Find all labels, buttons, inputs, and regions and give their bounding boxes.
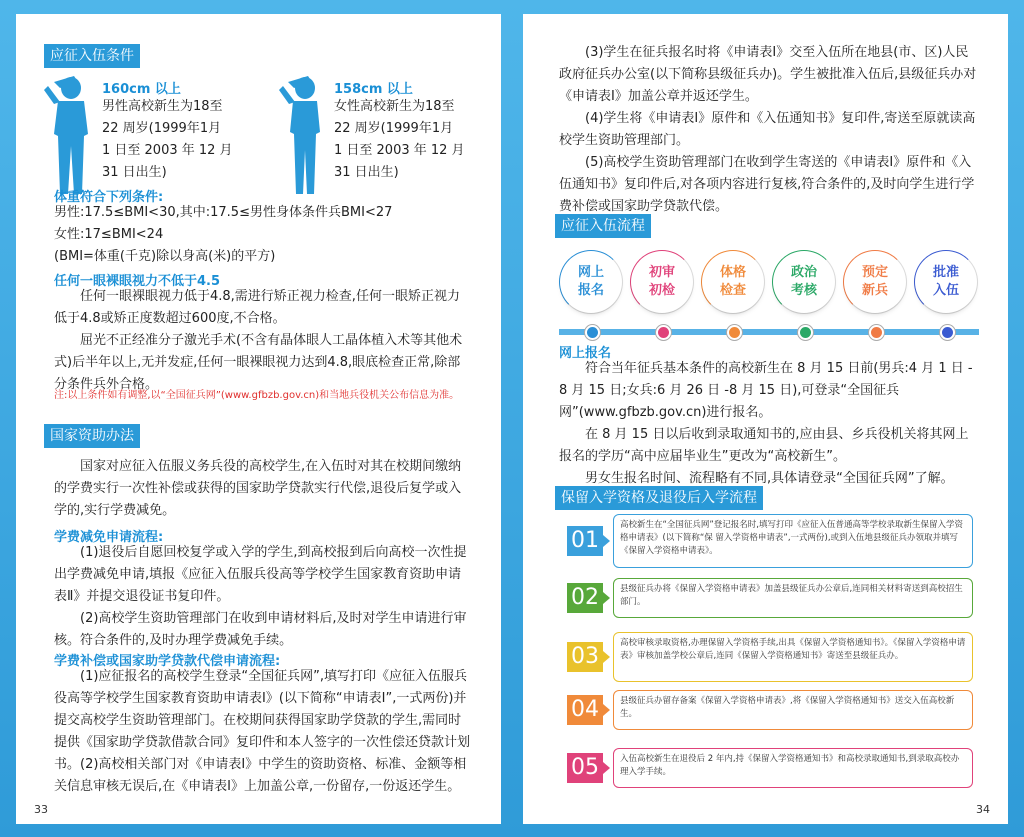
flow-step-label: 政治 考核 <box>776 254 832 310</box>
female-condition-line-4: 31 日出生) <box>334 165 399 180</box>
flow-step-label: 预定 新兵 <box>847 254 903 310</box>
right-page <box>523 14 1008 824</box>
step-arrow-icon <box>603 651 610 663</box>
reserve-step <box>567 690 973 730</box>
funding-paragraph: 国家对应征入伍服义务兵役的高校学生,在入伍时对其在校期间缴纳的学费实行一次性补偿或获得的国家助学贷款实行代偿,退役后复学或入学的,实行学费减免。 <box>54 459 462 518</box>
male-height-label: 160cm 以上 <box>102 82 181 97</box>
step-arrow-icon <box>603 762 610 774</box>
weight-line-male: 男性:17.5≤BMI<30,其中:17.5≤男性身体条件兵BMI<27 <box>54 205 393 220</box>
female-condition-line-2: 22 周岁(1999年1月 <box>334 121 454 136</box>
left-page <box>16 14 501 824</box>
flow-step-dot <box>869 325 884 340</box>
online-paragraph-3: 男女生报名时间、流程略有不同,具体请登录“全国征兵网”了解。 <box>585 471 954 486</box>
female-condition-line-3: 1 日至 2003 年 12 月 <box>334 143 465 158</box>
flow-step-dot <box>727 325 742 340</box>
flow-step-label: 网上 报名 <box>563 254 619 310</box>
male-condition-line-1: 男性高校新生为18至 <box>102 99 223 114</box>
section-header-reserve-admission: 保留入学资格及退役后入学流程 <box>555 486 763 510</box>
flow-step-dot <box>798 325 813 340</box>
step-description: 县级征兵办留存备案《保留入学资格申请表》,将《保留入学资格通知书》送交入伍高校新生。 <box>613 690 973 730</box>
reduction-paragraph-2: (2)高校学生资助管理部门在收到申请材料后,及时对学生申请进行审核。符合条件的,及时办理学费减免手续。 <box>54 611 467 648</box>
vision-paragraph-1: 任何一眼裸眼视力低于4.8,需进行矫正视力检查,任何一眼矫正视力低于4.8或矫正度数超过600度,不合格。 <box>54 289 460 326</box>
step-description: 高校新生在“全国征兵网”登记报名时,填写打印《应征入伍普通高等学校录取新生保留入学资格申请表》(以下简称“保 留入学资格申请表”,一式两份),或到入伍地县级征兵办领取并填写《保留入学资格申请表》。 <box>613 514 973 568</box>
step-number-badge: 02 <box>567 583 603 613</box>
reduction-title: 学费减免申请流程: <box>54 530 164 545</box>
reserve-step <box>567 578 973 618</box>
reserve-step <box>567 514 973 568</box>
female-soldier-icon <box>274 74 336 200</box>
compensation-paragraph-2: (2)高校相关部门对《申请表Ⅰ》中学生的资助资格、标准、金额等相关信息审核无误后,在《申请表Ⅰ》上加盖公章,一份留存,一份返还学生。 <box>54 757 467 794</box>
online-registration-title: 网上报名 <box>559 346 612 361</box>
weight-line-formula: (BMI=体重(千克)除以身高(米)的平方) <box>54 249 276 264</box>
flow-timeline-bar <box>559 329 979 335</box>
compensation-paragraph-4: (4)学生将《申请表Ⅰ》原件和《入伍通知书》复印件,寄送至原就读高校学生资助管理部门。 <box>559 111 976 148</box>
female-condition-line-1: 女性高校新生为18至 <box>334 99 455 114</box>
flow-step-label: 批准 入伍 <box>918 254 974 310</box>
page-number-left: 33 <box>34 803 48 816</box>
section-header-enlistment-conditions: 应征入伍条件 <box>44 44 140 68</box>
section-header-enlistment-process: 应征入伍流程 <box>555 214 651 238</box>
step-description: 高校审核录取资格,办理保留入学资格手续,出具《保留入学资格通知书》。《保留入学资格申请表》审核加盖学校公章后,连同《保留入学资格通知书》寄送至县级征兵办。 <box>613 632 973 682</box>
flow-step-dot <box>585 325 600 340</box>
male-condition-line-2: 22 周岁(1999年1月 <box>102 121 222 136</box>
flow-step-label: 初审 初检 <box>634 254 690 310</box>
flow-step-dot <box>656 325 671 340</box>
reserve-step <box>567 632 973 682</box>
compensation-paragraph-3: (3)学生在征兵报名时将《申请表Ⅰ》交至入伍所在地县(市、区)人民政府征兵办公室(以下简称县级征兵办)。学生被批准入伍后,县级征兵办对《申请表Ⅰ》加盖公章并返还学生。 <box>559 45 977 104</box>
step-arrow-icon <box>603 592 610 604</box>
step-arrow-icon <box>603 535 610 547</box>
reduction-paragraph-1: (1)退役后自愿回校复学或入学的学生,到高校报到后向高校一次性提出学费减免申请,填报《应征入伍服兵役高等学校学生国家教育资助申请表Ⅱ》并提交退役证书复印件。 <box>54 545 467 604</box>
reserve-step <box>567 748 973 788</box>
female-height-label: 158cm 以上 <box>334 82 413 97</box>
vision-title: 任何一眼裸眼视力不低于4.5 <box>54 274 221 289</box>
step-description: 入伍高校新生在退役后 2 年内,持《保留入学资格通知书》和高校录取通知书,到录取高校办理入学手续。 <box>613 748 973 788</box>
compensation-paragraph-1: (1)应征报名的高校学生登录“全国征兵网”,填写打印《应征入伍服兵役高等学校学生国家教育资助申请表Ⅰ》(以下简称“申请表Ⅰ”,一式两份)并提交高校学生资助管理部门。在校期间获得国家助学贷款的学生,需同时提供《国家助学贷款借款合同》复印件和本人签字的一次性偿还贷款计划书。 <box>54 669 471 772</box>
online-paragraph-2: 在 8 月 15 日以后收到录取通知书的,应由县、乡兵役机关将其网上报名的学历“高中应届毕业生”更改为“高校新生”。 <box>559 427 969 464</box>
weight-line-female: 女性:17≤BMI<24 <box>54 227 164 242</box>
step-arrow-icon <box>603 704 610 716</box>
vision-paragraph-2: 屈光不正经准分子激光手术(不含有晶体眼人工晶体植入术等其他术式)后半年以上,无并发症,任何一眼裸眼视力达到4.8,眼底检查正常,除部分条件兵外合格。 <box>54 333 463 392</box>
male-soldier-icon <box>40 74 102 200</box>
compensation-paragraph-5: (5)高校学生资助管理部门在收到学生寄送的《申请表Ⅰ》原件和《入伍通知书》复印件后,对各项内容进行复核,符合条件的,及时向学生进行学费补偿或国家助学贷款代偿。 <box>559 155 975 214</box>
step-number-badge: 03 <box>567 642 603 672</box>
step-description: 县级征兵办将《保留入学资格申请表》加盖县级征兵办公章后,连同相关材料寄送到高校招生部门。 <box>613 578 973 618</box>
male-condition-line-4: 31 日出生) <box>102 165 167 180</box>
section-header-national-funding: 国家资助办法 <box>44 424 140 448</box>
compensation-title: 学费补偿或国家助学贷款代偿申请流程: <box>54 654 281 669</box>
flow-step-dot <box>940 325 955 340</box>
flow-step-label: 体格 检查 <box>705 254 761 310</box>
online-paragraph-1: 符合当年征兵基本条件的高校新生在 8 月 15 日前(男兵:4 月 1 日 - 8 月 15 日;女兵:6 月 26 日 -8 月 15 日),可登录“全国征兵网”(www.gfbzb.gov.cn)进行报名。 <box>559 361 973 420</box>
male-condition-line-3: 1 日至 2003 年 12 月 <box>102 143 233 158</box>
conditions-note: 注:以上条件如有调整,以“全国征兵网”(www.gfbzb.gov.cn)和当地兵役机关公布信息为准。 <box>54 390 460 401</box>
weight-title: 体重符合下列条件: <box>54 190 164 205</box>
page-number-right: 34 <box>976 803 990 816</box>
step-number-badge: 04 <box>567 695 603 725</box>
step-number-badge: 01 <box>567 526 603 556</box>
step-number-badge: 05 <box>567 753 603 783</box>
